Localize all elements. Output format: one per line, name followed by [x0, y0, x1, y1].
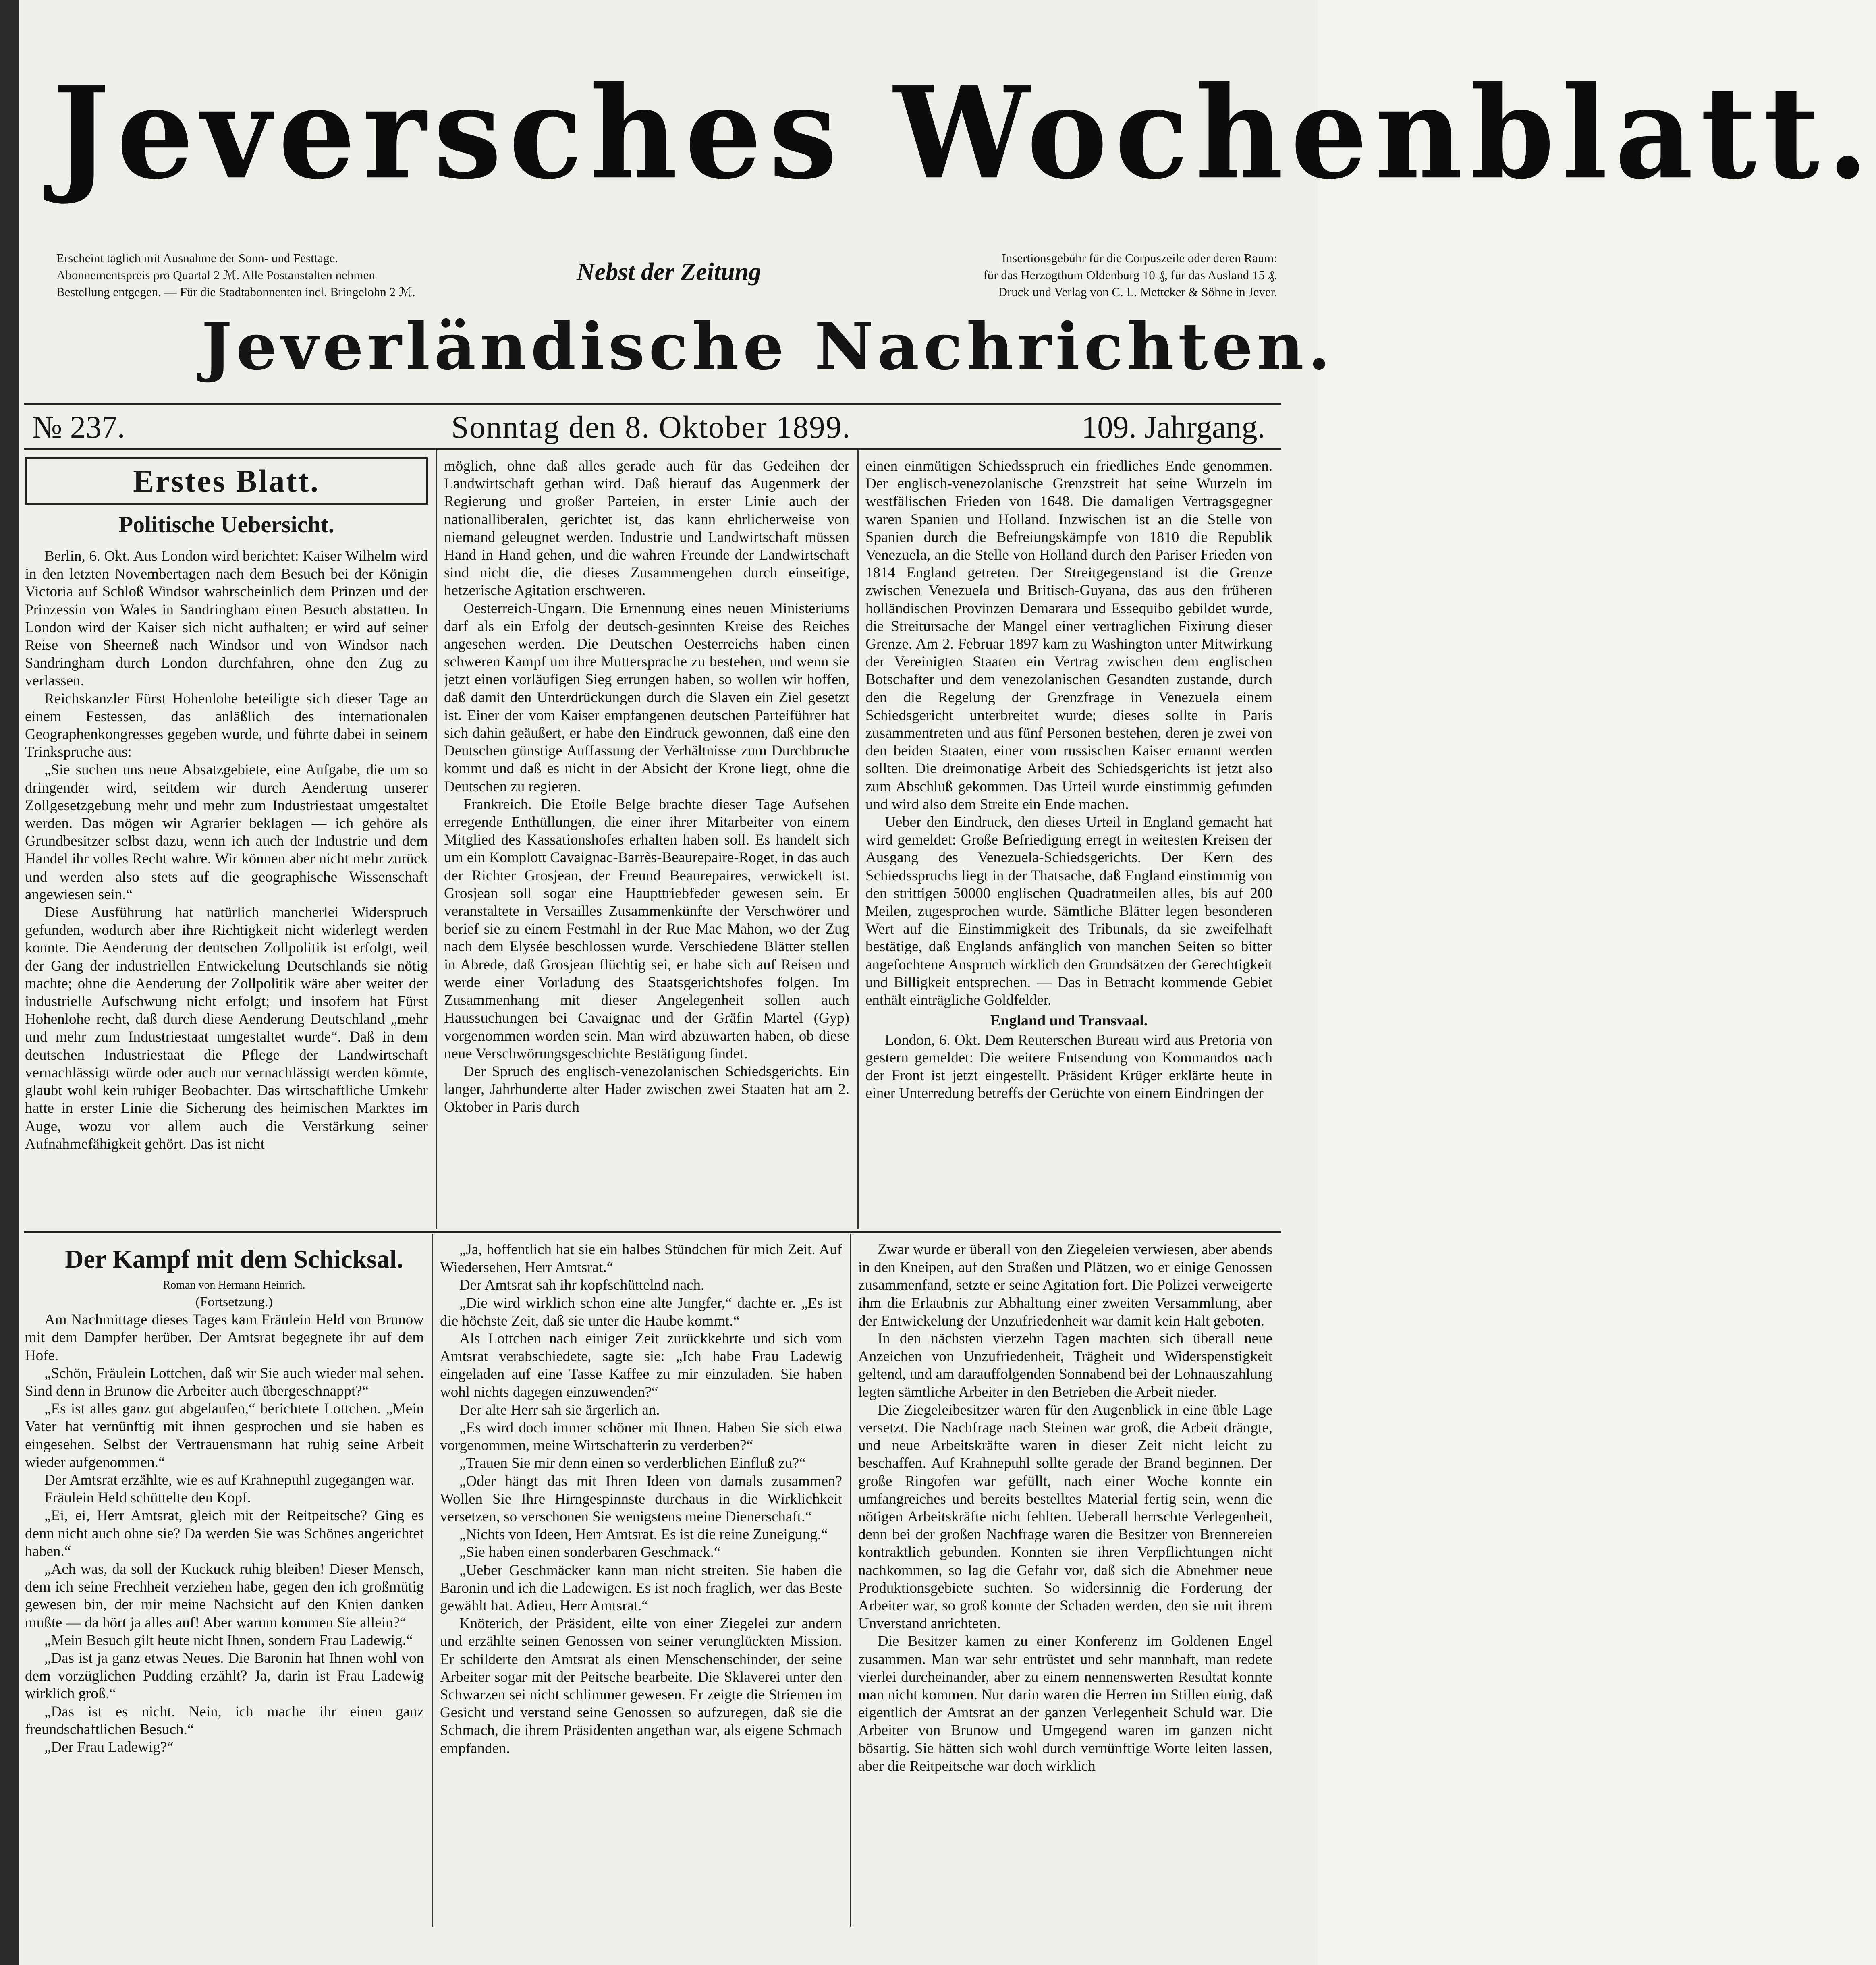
column-divider — [432, 1234, 433, 1927]
masthead-title: Jeversches Wochenblatt. — [52, 58, 1876, 207]
article-paragraph: Diese Ausführung hat natürlich mancherlei Widerspruch gefunden, wodurch aber ihre Richtigkeit nicht widerlegt werden konnte. Die Aenderung der deutschen Zollpolitik ist erfolgt, weil der Gang der industriellen Entwickelung Deutschlands sie nötig machte; ohne die Aenderung der Zollpolitik wäre aber weiter der industrielle Aufschwung nicht erfolgt; und insofern hat Fürst Hohenlohe recht, daß durch diese Aenderung Deutschland „mehr und mehr zum Industriestaat umgestaltet wurde“. Daß in dem deutschen Industriestaat die Pflege der Landwirtschaft vernachlässigt würde oder auch nur vernachlässigt werden könnte, glaubt wohl kein ruhiger Beobachter. Das wirtschaftliche Umkehr hatte in erster Linie die Sicherung des heimischen Marktes im Auge, wozu vor allem auch die Verstärkung seiner Aufnahmefähigkeit gehört. Das ist nicht — [25, 904, 428, 1152]
article-paragraph: Reichskanzler Fürst Hohenlohe beteiligte sich dieser Tage an einem Festessen, das anläßlich des internationalen Geographenkongresses gegeben wurde, und führte dabei in seinem Trinkspruche aus: — [25, 690, 428, 761]
novel-column-2 — [440, 1241, 842, 1926]
column-divider — [857, 450, 859, 1229]
novel-paragraph: „Oder hängt das mit Ihren Ideen von damals zusammen? Wollen Sie Ihre Hirngespinnste durchaus in die Wirklichkeit versetzen, so verschonen Sie wenigstens meine Dienerschaft.“ — [440, 1473, 842, 1525]
novel-paragraph: Als Lottchen nach einiger Zeit zurückkehrte und sich vom Amtsrat verabschiedete, sagte sie: „Ich habe Frau Ladewig eingeladen auf eine Tasse Kaffee zu mir einzuladen. Sie haben wohl nichts dagegen einzuwenden?“ — [440, 1330, 842, 1401]
article-paragraph: einen einmütigen Schiedsspruch ein friedliches Ende genommen. Der englisch-venezolanische Grenzstreit hat seine Wurzeln im westfälischen Frieden von 1648. Die damaligen Vertragsgegner waren Spanien und Holland. Inzwischen ist an die Stelle von Spanien durch die Befreiungskämpfe von 1810 die Republik Venezuela, an die Stelle von Holland durch den Pariser Frieden von 1814 England getreten. Der Streitgegenstand ist die Grenze zwischen Venezuela und Britisch-Guyana, das aus den früheren holländischen Provinzen Demarara und Essequibo gebildet wurde, die Streitursache der Mangel einer vertraglichen Fixirung dieser Grenze. Am 2. Februar 1897 kam zu Washington unter Mitwirkung der Vereinigten Staaten ein Vertrag zwischen dem englischen Botschafter und dem venezolanischen Gesandten zustande, durch den die Regelung der Grenzfrage in Venezuela einem Schiedsgericht unterbreitet wurde; dieses sollte in Paris zusammentreten und aus fünf Personen bestehen, deren je zwei von den beiden Staaten, einer vom russischen Kaiser ernannt werden sollten. Die dreimonatige Arbeit des Schiedsgerichts ist jetzt also zum Abschluß gekommen. Das Urteil wurde einstimmig gefunden und wird also dem Streite ein Ende machen. — [865, 458, 1272, 813]
article-paragraph: Oesterreich-Ungarn. Die Ernennung eines neuen Ministeriums darf als ein Erfolg der deutsch-gesinnten Kreise des Reiches angesehen werden. Die Deutschen Oesterreichs haben einen schweren Kampf um ihre Muttersprache zu bestehen, und wenn sie jetzt einen vorläufigen Sieg errungen haben, so wollen wir hoffen, daß damit den Unterdrückungen durch die Slaven ein Ziel gesetzt ist. Einer der vom Kaiser empfangenen deutschen Parteiführer hat sich dahin geäußert, er habe den Eindruck gewonnen, daß eine den Deutschen günstige Auffassung der Verhältnisse zum Durchbruche kommt und daß es nicht in der Absicht der Krone liegt, ohne die Deutschen zu regieren. — [444, 600, 849, 795]
article-paragraph: London, 6. Okt. Dem Reuterschen Bureau wird aus Pretoria von gestern gemeldet: Die weitere Entsendung von Kommandos nach der Front ist jetzt eingestellt. Präsident Krüger erklärte heute in einer Unterredung betreffs der Gerüchte von einem Eindringen der — [865, 1031, 1272, 1102]
info-right-line: für das Herzogthum Oldenburg 10 ₰, für das Ausland 15 ₰. — [983, 268, 1277, 282]
novel-paragraph: „Der Frau Ladewig?“ — [44, 1739, 174, 1756]
novel-paragraph: „Ei, ei, Herr Amtsrat, gleich mit der Reitpeitsche? Ging es denn nicht auch ohne sie? Da werden Sie was Schönes angerichtet haben.“ — [25, 1507, 424, 1560]
novel-paragraph: Die Besitzer kamen zu einer Konferenz im Goldenen Engel zusammen. Man war sehr entrüstet und sehr mannhaft, man redete vierlei durcheinander, aber zu einem nennenswerten Resultat konnte man nicht kommen. Nur darin waren die Herren im Stillen einig, daß eigentlich der Amtsrat an der ganzen Verlegenheit Schuld war. Die Arbeiter von Brunow und Umgegend waren im ganzen nicht bösartig. Sie hätten sich wohl durch vernünftige Worte leiten lassen, aber die Reitpeitsche war doch wirklich — [858, 1633, 1272, 1774]
continuation-note: (Fortsetzung.) — [195, 1295, 273, 1309]
column-divider — [436, 450, 437, 1229]
issue-number: № 237. — [32, 409, 125, 444]
article-paragraph: Berlin, 6. Okt. Aus London wird berichtet: Kaiser Wilhelm wird in den letzten Novembertagen nach dem Besuch bei der Königin Victoria auf Schloß Windsor wahrscheinlich dem Prinzen und der Prinzessin von Wales in Sandringham einen Besuch abstatten. In London wird der Kaiser sich nicht aufhalten; er wird auf seiner Reise von Sheerneß nach Windsor und von Windsor nach Sandringham durch London durchfahren, ohne den Zug zu verlassen. — [25, 548, 428, 689]
novel-paragraph: „Ja, hoffentlich hat sie ein halbes Stündchen für mich Zeit. Auf Wiedersehen, Herr Amtsrat.“ — [440, 1241, 842, 1276]
article-paragraph: Der Spruch des englisch-venezolanischen Schiedsgerichts. Ein langer, Jahrhunderte alter Hader zwischen zwei Staaten hat am 2. Oktober in Paris durch — [444, 1063, 849, 1116]
novel-paragraph: „Schön, Fräulein Lottchen, daß wir Sie auch wieder mal sehen. Sind denn in Brunow die Arbeiter auch übergeschnappt?“ — [25, 1365, 424, 1400]
column-divider — [850, 1234, 851, 1927]
article-paragraph: Ueber den Eindruck, den dieses Urteil in England gemacht hat wird gemeldet: Große Befriedigung erregt in weitesten Kreisen der Ausgang des Venezuela-Schiedsgerichts. Der Kern des Schiedsspruchs liegt in der Thatsache, daß England einstimmig von den strittigen 50000 englischen Quadratmeilen alles, bis auf 200 Meilen, zugesprochen wurde. Sämtliche Blätter legen besonderen Wert auf die Einstimmigkeit des Tribunals, da sie zweifelhaft bestätige, daß Englands anfänglich von manchen Seiten so bitter angefochtene Anspruch wirklich den Grundsätzen der Gerechtigkeit und Billigkeit entsprechen. — Das in Betracht kommende Gebiet enthält einträgliche Goldfelder. — [865, 814, 1272, 1009]
section-heading: Politische Uebersicht. — [118, 511, 334, 537]
feuilleton-rule — [24, 1231, 1281, 1233]
novel-paragraph: Am Nachmittage dieses Tages kam Fräulein Held von Brunow mit dem Dampfer herüber. Der Amtsrat begegnete ihr auf dem Hofe. — [25, 1311, 424, 1364]
issue-date: Sonntag den 8. Oktober 1899. — [451, 409, 851, 444]
novel-paragraph: „Das ist ja ganz etwas Neues. Die Baronin hat Ihnen wohl von dem vorzüglichen Pudding erzählt? Ja, darin ist Frau Ladewig wirklich groß.“ — [25, 1650, 424, 1702]
info-left-line: Abonnementspreis pro Quartal 2 ℳ. Alle Postanstalten nehmen — [56, 268, 375, 282]
novel-paragraph: „Ueber Geschmäcker kann man nicht streiten. Sie haben die Baronin und ich die Ladewigen. Es ist noch fraglich, wer das Beste gewählt hat. Adieu, Herr Amtsrat.“ — [440, 1562, 842, 1614]
novel-paragraph: „Ach was, da soll der Kuckuck ruhig bleiben! Dieser Mensch, dem ich seine Frechheit verziehen habe, gegen den ich großmütig gewesen bin, der mir meine Nachsicht auf den Knien danken mußte — da hört ja alles auf! Aber warum kommen Sie allein?“ — [25, 1561, 424, 1631]
erstes-blatt-box: Erstes Blatt. — [25, 457, 428, 505]
section-heading: England und Transvaal. — [990, 1012, 1148, 1029]
info-right-line: Insertionsgebühr für die Corpuszeile oder deren Raum: — [1002, 251, 1277, 265]
column-politics — [25, 457, 428, 1227]
novel-paragraph: „Mein Besuch gilt heute nicht Ihnen, sondern Frau Ladewig.“ — [44, 1632, 413, 1649]
insertion-info — [838, 250, 1277, 301]
novel-paragraph: Zwar wurde er überall von den Ziegeleien verwiesen, aber abends in den Kneipen, auf den Straßen und Plätzen, wo er einige Genossen zusammenfand, setzte er seine Agitation fort. Die Polizei verweigerte ihm die Erlaubnis zur Abhaltung einer zweiten Versammlung, aber der Entwickelung der Unzufriedenheit war damit kein Halt geboten. — [858, 1241, 1272, 1329]
novel-paragraph: „Sie haben einen sonderbaren Geschmack.“ — [459, 1544, 721, 1561]
novel-author: Roman von Hermann Heinrich. — [163, 1279, 305, 1291]
second-title: Jeverländische Nachrichten. — [201, 309, 1334, 384]
volume-year: 109. Jahrgang. — [1081, 409, 1265, 444]
dateline-rule-top — [24, 403, 1281, 405]
novel-paragraph: „Trauen Sie mir denn einen so verderblichen Einfluß zu?“ — [459, 1455, 806, 1472]
novel-paragraph: Fräulein Held schüttelte den Kopf. — [44, 1490, 251, 1506]
article-paragraph: möglich, ohne daß alles gerade auch für das Gedeihen der Landwirtschaft gethan wird. Daß hierauf das Augenmerk der Regierung und großer Parteien, in erster Linie auch der nationalliberalen, gerichtet ist, das kann ehrlicherweise von niemand geleugnet werden. Industrie und Landwirtschaft müssen Hand in Hand gehen, und die wahren Freunde der Landwirtschaft sind nicht die, die dieses Zusammengehen durch einseitige, hetzerische Agitation erschweren. — [444, 458, 849, 599]
subscription-info — [56, 250, 508, 301]
article-paragraph: „Sie suchen uns neue Absatzgebiete, eine Aufgabe, die um so dringender wird, seitdem wir durch Aenderung unserer Zollgesetzgebung mehr und mehr zum Industriestaat umgestaltet werden. Das mögen wir Agrarier beklagen — ich gehöre als Grundbesitzer selbst dazu, wenn ich auch der Industrie und dem Handel ihr volles Recht wahre. Wir können aber nicht mehr zurück und werden also stets auf die geographische Wissenschaft angewiesen sein.“ — [25, 762, 428, 903]
novel-paragraph: In den nächsten vierzehn Tagen machten sich überall neue Anzeichen von Unzufriedenheit, Trägheit und Widerspenstigkeit geltend, und am darauffolgenden Sonnabend bei der Lohnauszahlung legten sämtliche Arbeiter in den Betrieben die Arbeit nieder. — [858, 1330, 1272, 1401]
novel-title: Der Kampf mit dem Schicksal. — [65, 1245, 403, 1273]
novel-paragraph: Der Amtsrat erzählte, wie es auf Krahnepuhl zugegangen war. — [44, 1472, 415, 1489]
novel-paragraph: „Nichts von Ideen, Herr Amtsrat. Es ist die reine Zuneigung.“ — [459, 1526, 828, 1543]
novel-column-3 — [858, 1241, 1272, 1926]
novel-paragraph: „Es wird doch immer schöner mit Ihnen. Haben Sie sich etwa vorgenommen, meine Wirtschafterin zu verderben?“ — [440, 1419, 842, 1454]
novel-paragraph: Die Ziegeleibesitzer waren für den Augenblick in eine üble Lage versetzt. Die Nachfrage nach Steinen war groß, die Arbeit drängte, und neue Arbeitskräfte waren in dieser Zeit nicht leicht zu beschaffen. Auf Krahnepuhl sollte gerade der Brand beginnen. Der große Ringofen war gefüllt, nach einer Woche konnte ein umfangreiches und bereits bestelltes Material fertig sein, wenn die nötigen Arbeitskräfte nicht fehlten. Ueberall herrschte Verlegenheit, denn bei der großen Nachfrage waren die Besitzer von Brennereien kontraktlich gebunden. Konnten sie ihren Verpflichtungen nicht nachkommen, so lag die Gefahr vor, daß sich die Abnehmer neue Produktionsgebiete suchten. So widersinnig die Forderung der Arbeiter war, so groß konnte der Schaden werden, den sie mit ihrem Unverstand anrichteten. — [858, 1401, 1272, 1632]
column-news-3 — [865, 457, 1272, 1227]
info-left-line: Erscheint täglich mit Ausnahme der Sonn- und Festtage. — [56, 251, 338, 265]
novel-paragraph: „Die wird wirklich schon eine alte Jungfer,“ dachte er. „Es ist die höchste Zeit, daß sie unter die Haube kommt.“ — [440, 1295, 842, 1329]
nebst-der-zeitung: Nebst der Zeitung — [576, 258, 762, 286]
novel-column-1 — [25, 1241, 424, 1926]
novel-paragraph: „Es ist alles ganz gut abgelaufen,“ berichtete Lottchen. „Mein Vater hat vernünftig mit ihnen gesprochen und sie haben es eingesehen. Selbst der Vertrauensmann hat ruhig seine Arbeit wieder aufgenommen.“ — [25, 1401, 424, 1471]
info-left-line: Bestellung entgegen. — Für die Stadtabonnenten incl. Bringelohn 2 ℳ. — [56, 285, 415, 299]
novel-paragraph: Knöterich, der Präsident, eilte von einer Ziegelei zur andern und erzählte seinen Genossen von seiner verunglückten Mission. Er schilderte den Amtsrat als einen Menschenschinder, der seine Arbeiter sogar mit der Peitsche bearbeite. Die Sklaverei unter den Schwarzen sei nicht schlimmer gewesen. Er zeigte die Striemen im Gesicht und verstand seine Genossen so aufzuregen, daß sie die Schmach, die ihrem Präsidenten angethan war, als eigene Schmach empfanden. — [440, 1615, 842, 1757]
info-right-line: Druck und Verlag von C. L. Mettcker & Söhne in Jever. — [998, 285, 1277, 299]
column-news-2 — [444, 457, 849, 1227]
novel-paragraph: „Das ist es nicht. Nein, ich mache ihr einen ganz freundschaftlichen Besuch.“ — [25, 1703, 424, 1738]
article-paragraph: Frankreich. Die Etoile Belge brachte dieser Tage Aufsehen erregende Enthüllungen, die einer ihrer Mitarbeiter von einem Mitglied des Kassationshofes erhalten haben soll. Es handelt sich um ein Komplott Cavaignac-Barrès-Beaurepaire-Roget, in das auch der Richter Grosjean, der Freund Beaurepaires, verwickelt ist. Grosjean soll sogar eine Haupttriebfeder gewesen sein. Er veranstaltete in Versailles Zusammenkünfte der Verschwörer und berief sie zu einem Festmahl in der Rue Mac Mahon, wo der Zug nach dem Elysée beschlossen wurde. Verschiedene Blätter stellen in Abrede, daß Grosjean flüchtig sei, er habe sich auf Reisen und werde einer Vorladung des Staatsgerichtshofes folgen. Im Zusammenhang mit dieser Angelegenheit sollen auch Haussuchungen bei Cavaignac und der Gräfin Martel (Gyp) vorgenommen worden sein. Man wird abzuwarten haben, ob diese neue Verschwörungsgeschichte Bestätigung findet. — [444, 796, 849, 1062]
novel-paragraph: Der Amtsrat sah ihr kopfschüttelnd nach. — [459, 1277, 705, 1294]
binding-edge — [0, 0, 19, 1965]
dateline-rule-bottom — [24, 448, 1281, 450]
dateline — [32, 407, 1273, 447]
novel-paragraph: Der alte Herr sah sie ärgerlich an. — [459, 1401, 660, 1418]
